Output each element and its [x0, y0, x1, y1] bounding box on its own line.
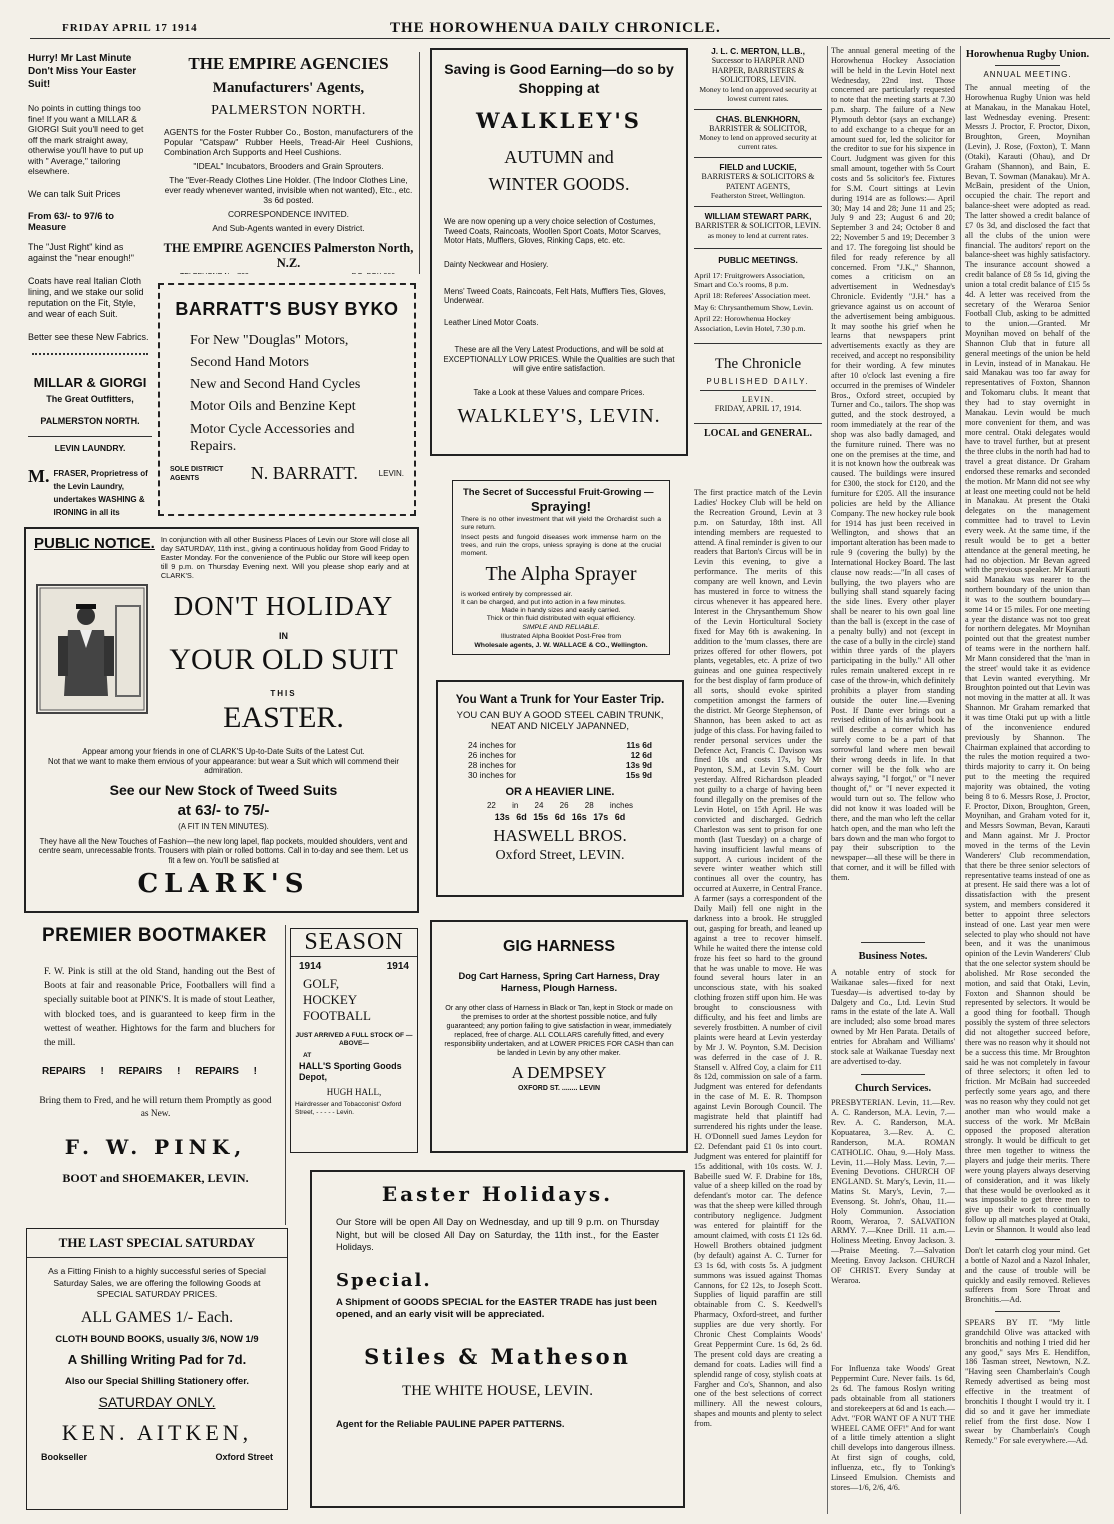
walkley-p1: We are now opening up a very choice selection of Costumes, Tweed Coats, Raincoats, Woollen Sport Coats, Motor Scarves, Motor Hats, Mufflers, Gloves, Rinking Caps, etc. etc.	[444, 217, 661, 246]
hockey-news: The annual general meeting of the Horowhenua Hockey Association will be held in the Levin Hotel next Wednesday, 22nd inst. Those concerned are particularly requested to note that the meeting starts at 7.30 p.m. sharp. The failure of a New Plymouth debtor (says an exchange) to add exchange to a cheque for an amount sued for, led the solicitor for the creditor to sue for his sixpence in Court. Judgment was given for this small amount, together with 5s Court costs and 5s solicitor's fee. Fixtures for S.M. Court sittings at Levin during 1914 are as follows:— April 30; May 14 and 28; June 11 and 25; July 9 and 23; August 6 and 20; September 3 and 24; October 8 and 22; November 5 and 19; December 3 and 17. The foregoing list should be filed for ready reference by all concerned. From "J.K.," Shannon, comes a criticism on an advertisement in Wednesday's Chronicle. Evidently "J.H." has a grievance against us on account of the advertisement being ambiguous. It may soothe his grief when he learns that newspapers print advertisements exactly as they are received, and accept no responsibility for their wording. A few minutes after 10 o'clock last evening a fire occurred in the premises of Windeler Bros., Oxford street, occupied by Turner and Co., tailors. The shop was gutted, and the stock destroyed, a room immediately at the rear of the shop was also badly damaged, and the furniture ruined. There was no one on the premises at the time, and it is not known how the outbreak was caused. The buildings were insured for £300, the stock for £120, and the furniture for £205. All the insurance policies are held by the Alliance Company. The new hockey rule book for 1914 has just been received in Wellington, and shows that an important alteration has been made to rule 9 (covering the bully) by the International Hockey Board. The last clause now reads:—"In all cases of bullying, the two players who are bullying shall stand squarely facing the side lines. Every other player shall be nearer to his own goal line than the ball is (except in the case of a penalty bully) and not (except in the case of a bully in the circle) stand within three yards of the players participating in the bully." All other rules remain unaltered except in re case of the throw-in, which definitely prohibits a player from standing outside the outer line.—Evening Post. If Dante ever brings out a revised edition of his awful book he will describe a corner which has surely come to be a part of that sorrowful land where men bewail their wrong deeds in life. In that corner will be the folk who are always saying, "I forgot," or "I never thought of," or "I never expected it would turn out so. The fellow who did not know it was loaded will be there, and the man who left the cellar hatch open, and the man who left the bars down and the man who forgot to pay their subscription to the newspaper—all these will be there in that corner, and it will be filled with them.	[831, 46, 955, 882]
hall-name: HUGH HALL,	[326, 1087, 382, 1097]
clarks-h4: See our New Stock of Tweed Suits	[109, 781, 338, 798]
clarks-title: PUBLIC NOTICE.	[34, 535, 155, 552]
laundry-ad	[28, 467, 152, 523]
haswell-price-row	[468, 770, 652, 780]
hall-football: FOOTBALL	[303, 1008, 371, 1023]
millar-p6: Better see these New Fabrics.	[28, 331, 149, 342]
meeting-item: April 22: Horowhenua Hockey Association, Levin Hotel, 7.30 p.m.	[694, 314, 806, 333]
aitken-p1: As a Fitting Finish to a highly successful series of Special Saturday Sales, we are offering the following Goods at SPECIAL SATURDAY PRICES.	[48, 1266, 266, 1299]
haswell-price: 11s 6d	[626, 740, 652, 750]
clarks-fit: (A FIT IN TEN MINUTES).	[178, 821, 269, 831]
millar-town: PALMERSTON NORTH.	[40, 415, 140, 426]
walkley-winter: WINTER GOODS.	[488, 174, 630, 194]
legal-text: as money to lend at current rates.	[707, 230, 809, 240]
legal-text: Money to lend on approved security at current rates.	[699, 133, 817, 151]
hall-depot: HALL'S Sporting Goods Depot,	[299, 1061, 402, 1082]
pink-repairs: REPAIRS ! REPAIRS ! REPAIRS !	[42, 1066, 258, 1078]
clarks-price: at 63/- to 75/-	[177, 801, 270, 819]
alpha-p6: Thick or thin fluid distributed with equal efficiency.	[486, 615, 636, 622]
barratt-l1: For New "Douglas" Motors,	[190, 333, 349, 348]
stiles-h1: Easter Holidays.	[381, 1182, 614, 1206]
chronicle-pub: PUBLISHED DAILY.	[706, 376, 810, 386]
legal-name: WILLIAM STEWART PARK,	[704, 211, 812, 221]
meeting-list	[694, 271, 822, 333]
haswell-price-row	[468, 750, 652, 760]
walkley-p3: Mens' Tweed Coats, Raincoats, Felt Hats, Mufflers Ties, Gloves, Underwear.	[444, 286, 666, 306]
pink-foot: BOOT and SHOEMAKER, LEVIN.	[62, 1171, 249, 1186]
local-title: LOCAL and GENERAL.	[703, 427, 813, 439]
laundry-title: LEVIN LAUNDRY.	[54, 442, 126, 453]
meetings-title: PUBLIC MEETINGS.	[718, 254, 798, 265]
masthead	[0, 0, 1114, 44]
pink-p1: F. W. Pink is still at the old Stand, handing out the Best of Boots at fair and reasonable Price, Footballers will find a specially suitable boot at PINK'S. It is made of stout Leather, with blocked toes, and is guaranteed to keep firm in the wettest of weather. Hightows for the farm and bluchers for the mill.	[44, 967, 275, 1049]
haswell-price-row	[468, 740, 652, 750]
millar-p5: Coats have real Italian Cloth lining, and we stake our solid reputation on the Fit, Style, and wear of each Suit.	[28, 275, 144, 319]
clarks-h1: DON'T HOLIDAY	[173, 591, 394, 621]
barratt-l3: New and Second Hand Cycles	[190, 377, 361, 392]
pink-title: PREMIER BOOTMAKER	[42, 925, 267, 946]
business-news: A notable entry of stock for Waikanae sales—fixed for next Tuesday—is advertised to-day by Dalgety and Co., Ltd. Levin Stud rams in the estate of the late A. Wall are included; also some broad mares owned by Mr Hen Parata. Details of entries for Abraham and Williams' stock sale at Waikanae Tuesday next are advertised to-day.	[831, 968, 955, 1066]
alpha-name: The Alpha Sprayer	[485, 563, 637, 585]
barratt-agent: SOLE DISTRICT AGENTS	[170, 465, 224, 482]
hall-hockey: HOCKEY	[303, 992, 358, 1007]
millar-p4: The "Just Right" kind as against the "near enough!"	[28, 241, 134, 263]
aitken-ad	[26, 1228, 288, 1510]
hall-arrived: JUST ARRIVED A FULL STOCK OF —ABOVE—	[295, 1032, 413, 1047]
walkley-name: WALKLEY'S	[476, 108, 642, 133]
chronicle-date: FRIDAY, APRIL 17, 1914.	[714, 403, 802, 413]
barratt-l2: Second Hand Motors	[190, 355, 309, 370]
aitken-title: THE LAST SPECIAL SATURDAY	[27, 1235, 287, 1258]
empire-sub2: PALMERSTON NORTH.	[211, 103, 366, 118]
aitken-l1: ALL GAMES 1/- Each.	[80, 1308, 234, 1326]
church-title: Church Services.	[854, 1083, 932, 1095]
empire-p2: "IDEAL" Incubators, Brooders and Grain Sprouters.	[193, 161, 384, 171]
haswell-addr: Oxford Street, LEVIN.	[495, 848, 625, 863]
alpha-p4: It can be charged, and put into action in a few minutes.	[461, 599, 626, 606]
chronicle-town: LEVIN.	[742, 394, 774, 404]
millar-name: MILLAR & GIORGI	[33, 374, 147, 390]
chronicle-title: The Chronicle	[714, 355, 802, 372]
dempsey-sub: Dog Cart Harness, Spring Cart Harness, Dray Harness, Plough Harness.	[458, 970, 660, 993]
millar-dont: Don't Miss Your Easter Suit!	[28, 66, 137, 90]
legal-notice	[694, 109, 822, 152]
masthead-date: FRIDAY APRIL 17 1914	[62, 22, 198, 34]
hall-y2: 1914	[386, 961, 409, 972]
dempsey-title: GIG HARNESS	[502, 938, 615, 955]
millar-great: The Great Outfitters,	[46, 393, 134, 404]
haswell-name: HASWELL BROS.	[493, 826, 627, 845]
walkley-tag: Saving is Good Earning—do so by Shopping at	[444, 61, 674, 96]
millar-p3: From 63/- to 97/6 to Measure	[28, 209, 114, 232]
empire-sub1: Manufacturers' Agents,	[212, 80, 365, 96]
hall-ad	[290, 928, 418, 1153]
aitken-l2: CLOTH BOUND BOOKS, usually 3/6, NOW 1/9	[55, 1332, 259, 1344]
peppermint-news: For Influenza take Woods' Great Peppermint Cure. Never fails. 1s 6d, 2s 6d. The famous Roslyn writing pads obtainable from all stationers and storekeepers at 6d and 1s each.—Advt. "FOR WANT OF A NUT THE WHEEL CAME OFF!" And for want of a little timely attention a slight chill develops into dangerous illness. At first sign of coughs, cold, influenza, etc., fly to Tonking's Linseed Emulsion. Chemists and stores—1/6, 2/6, 4/6.	[831, 1364, 955, 1492]
haswell-price: 12 6d	[630, 750, 652, 760]
meeting-item: April 17: Fruitgrowers Association, Smart and Co.'s rooms, 8 p.m.	[694, 270, 805, 289]
alpha-h1: The Secret of Successful Fruit-Growing —	[463, 487, 654, 498]
clarks-intro: In conjunction with all other Business Places of Levin our Store will close all day SATURDAY, 11th inst., giving a continuous holiday from Good Friday to Easter Monday. For the convenience of the Public our Store will keep open till 9 p.m. on Thursday Evening next. Will you please shop early and at CLARK'S.	[160, 535, 409, 580]
alpha-p9: Wholesale agents, J. W. WALLACE & CO., Wellington.	[474, 642, 648, 649]
walkley-foot: WALKLEY'S, LEVIN.	[457, 404, 661, 427]
barratt-ad	[158, 283, 416, 516]
stiles-house: THE WHITE HOUSE, LEVIN.	[402, 1383, 593, 1400]
pink-ad	[26, 925, 286, 1225]
legal-title: BARRISTERS & SOLICITORS & PATENT AGENTS,	[701, 172, 815, 191]
walkley-p2: Dainty Neckwear and Hosiery.	[444, 259, 549, 269]
business-title: Business Notes.	[858, 951, 928, 962]
aitken-name: KEN. AITKEN,	[61, 1419, 253, 1445]
hall-golf: GOLF,	[303, 976, 340, 991]
alpha-p7: SIMPLE AND RELIABLE.	[522, 624, 600, 631]
barratt-l5: Motor Cycle Accessories and Repairs.	[190, 422, 355, 454]
rugby-column	[960, 46, 1090, 1514]
haswell-sub: YOU CAN BUY A GOOD STEEL CABIN TRUNK, NEAT AND NICELY JAPANNED,	[456, 710, 664, 732]
news-column-b	[827, 46, 955, 1514]
haswell-size: 30 inches for	[468, 770, 516, 780]
empire-p1: AGENTS for the Foster Rubber Co., Boston, manufacturers of the Popular "Catspaw" Rubber Heels, Tread-Air Heel Cushions, Combination Arch Supports and Heel Cushions.	[164, 127, 413, 157]
haswell-price: 13s 9d	[625, 760, 652, 770]
barratt-name: N. BARRATT.	[250, 463, 358, 483]
haswell-size: 26 inches for	[468, 750, 516, 760]
stiles-h2: Special.	[336, 1269, 432, 1291]
haswell-ad	[436, 680, 684, 897]
stiles-p2: A Shipment of GOODS SPECIAL for the EASTER TRADE has just been opened, and an early visit will be appreciated.	[336, 1296, 657, 1321]
dempsey-addr: OXFORD ST. ........ LEVIN	[517, 1085, 601, 1093]
laundry-text: FRASER, Proprietress of the Levin Laundry, undertakes WASHING & IRONING in all its	[53, 468, 148, 517]
alpha-h2: Spraying!	[531, 499, 591, 514]
dempsey-p1: Or any other class of Harness in Black or Tan, kept in Stock or made on the premises to order at the shortest possible notice, and fully guaranteed; any portion failing to give satisfaction in wear, immediately replaced, free of charge. ALL COLLARS carefully fitted, and every responsibility undertaken, and at LOWER PRICES FOR CASH than can be landed in Levin by any other maker.	[444, 1003, 674, 1057]
haswell-title: You Want a Trunk for Your Easter Trip.	[455, 694, 665, 706]
walkley-p6: Take a Look at these Values and compare Prices.	[473, 387, 645, 397]
millar-ad	[28, 52, 152, 522]
haswell-size: 24 inches for	[468, 740, 516, 750]
pink-p2: Bring them to Fred, and he will return them Promptly as good as New.	[39, 1096, 272, 1120]
haswell-price: 15s 9d	[625, 770, 652, 780]
legal-column	[694, 46, 822, 506]
walkley-autumn: AUTUMN and	[504, 147, 614, 167]
local-news: The first practice match of the Levin Ladies' Hockey Club will be held on the Recreation Ground, Levin at 3 p.m. on Saturday, 18th inst. All intending members are requested to attend. A final reminder is given to our readers that Barton's Circus will be in Levin this evening, to give a performance. The merits of this company are well known, and Levin has mustered in force to witness the circus whenever it has appeared here. Interest in the Chrysanthemum Show of the Levin Horticultural Society fixed for May 6th is awakening. In addition to the 'mum classes, there are prizes offered for other flowers, pot plants, vegetables, etc. A prize of two guineas and one guinea respectively for the best display of farm produce of all sorts, should evoke spirited competition amongst the farmers of the district. Mr George Stephenson, of Shannon, has been asked to act as judge of this class. For having failed to render personal services under the Defence Act, Francis C. Davison was fined 10s and costs 17s, by Mr Poynton, S.M., at Levin S.M. Court yesterday. Alfred Richardson pleaded not guilty to a charge of having been found illegally on the premises of the Levin Hotel, on 15th April. He was convicted and discharged. Gedrich Charleston was sent to prison for one month (last Tuesday) on a charge of having insufficient lawful means of support. A curious incident of the severe winter weather which still continues all over the country, has occurred at Auxerre, in Central France. A farmer (says a correspondent of the Daily Mail) fell one night in the darkness into a brook. He struggled out, gasping for breath, and leaned up against a tree to recover himself. While he waited there the intense cold froze his feet so hard to the ground that he was unable to move. He was found several hours later in an unconscious state, with his soaked clothing frozen stiff upon him. He was brought to consciousness with difficulty, and his feet and limbs are severely frostbitten. A number of civil plaints were heard at Levin yesterday by Mr J. W. Poynton, S.M. Decision was deferred in the case of J. R. Stansell v. Alfred Coy, a claim for £11 8s 12d, commission on sale of a farm. Judgment was entered for defendants in the case of M. E. R. Thompson against Levin Borough Council. The magistrate held that plaintiff had surrendered his rights under the lease. H. O'Donnell sued James Leydon for £2. Defendant paid £1 0s into court. Judgment was entered for plaintiff for 15s additional, with 10s costs. W. J. Babeille sued W. F. Drabine for 18s, value of a sheep killed on the road by defendant's motor car. The defence was that the sheep were killed through contributory negligence. Judgment was entered for plaintiff for the amount claimed, with costs £1 12s 6d. Howell Brothers obtained judgment (by default) against A. C. Turner for £3 1s 6d, with costs 5s. A judgment summons was issued against Thomas Cannons, for £2 12s, to Joseph Scott. Supplies of liquid paraffin are still obtainable from C. S. Keedwell's Pharmacy, Oxford-street, and further supplies are due very shortly. For Chronic Chest Complaints Woods' Great Peppermint Cure. 1s 6d, 2s 6d. The present cold days are creating a demand for coats. Ladies will find a splendid range of cosy, stylish coats at Fargher and Co's, Shannon, and also one of the best selections of correct millinery. All the newest colours, shapes and mounts and plenty to select from.	[694, 488, 822, 1429]
legal-list	[694, 46, 822, 240]
walkley-ad	[430, 48, 688, 456]
stiles-p1: Our Store will be open All Day on Wednesday, and up till 9 p.m. on Thursday Night, but will be closed All Day on Saturday, the 11th inst., for the Easter Holidays.	[336, 1217, 659, 1252]
clarks-p1: Appear among your friends in one of CLARK'S Up-to-Date Suits of the Latest Cut.	[82, 747, 365, 756]
clarks-name: CLARK'S	[137, 869, 310, 899]
masthead-title: THE HOROWHENUA DAILY CHRONICLE.	[390, 20, 721, 36]
legal-name: J. L. C. MERTON, LL.B.,	[711, 46, 805, 56]
millar-hurry: Hurry! Mr Last Minute	[28, 53, 132, 64]
empire-p4: CORRESPONDENCE INVITED.	[228, 209, 349, 219]
legal-notice	[694, 206, 822, 240]
empire-box	[352, 273, 397, 274]
cold-advert: Don't let catarrh clog your mind. Get a bottle of Nazol and a Nazol Inhaler, and the cause of trouble will be quickly and easily removed. Relieves sufferers from Sore Throat and Bronchitis.—Ad.	[965, 1246, 1090, 1305]
rugby-news: The annual meeting of the Horowhenua Rugby Union was held at Manakau, in the Manakau Hotel, last Wednesday evening. Present: Messrs J. Proctor, F. Proctor, Dixon, Broughton, Green, Moynihan (Levin), J. Rose, (Foxton), T. Mann (Otaki), Karauti (Ohau), and Dr Graham (Shannon), and Bain, E. Bevan, T. Sowman (Manakau). Mr A. McBain, president of the Union, occupied the chair. The report and balance-sheet were adopted as read. The latter showed a credit balance of £7 0s 3d, and disclosed the fact that all the clubs of the union were financial. The auditors' report on the balance-sheet was highly satisfactory. The insurance account showed a credit balance of £8 5s 1d, giving the union a total credit balance of £15 5s 4d. A letter was received from the secretary of the Weraroa Senior Football Club, asking to be admitted to the union.—Granted. Mr Moynihan moved on behalf of the Shannon Club that in future all general meetings of the union be held in Levin, instead of in Manakau. He said Manakau was too far away for representatives of Foxton, Shannon and Tokomaru clubs. It meant that they had to stay overnight in Manakau. Levin would be much more convenient for them, and was more central. Otaki delegates would have to travel further, but at present the three clubs in the north had had to travel a great distance. Dr Graham endorsed these remarks and seconded the motion. Mr Mann did not see why at least one meeting could not be held in Manakau. At present the Otaki delegates on the management committee had to travel to Levin every week. At the same time, if the result would be to get a better attendance at the general meeting, he had no objection. Mr Bevan agreed with the previous speaker. Mr Karauti said Manakau was nearer to the northern boundary of the union than it was to the southern boundary—some 14 or 15 miles. For one meeting a year the distance was not too great for northern delegates. Mr Moynihan pointed out that the greatest number of teams were in the northern half. Mr Mann considered that the 'man in the street' would take it as evidence that Levin wanted everything. Mr Broughton pointed out that Levin was not moving in the matter at all. It was Shannon. Mr Graham remarked that it was time Otaki put up with a little of the inconvenience endured previously by Shannon. The Chairman explained that according to the rules the motion required a two-thirds majority to carry it. On being put to the meeting the required majority was obtained, the voting being 8 to 6. Messrs Rose, J. Proctor, F. Proctor, Dixon, Broughton, Green, Moynihan, and Graham voted for it, and Messrs Sowman, Bevan, Karauti and Mann against. Mr J. Proctor moved in the terms of the Levin Wanderers' Club recommendation, that there be three senior selectors of representative teams instead of one as at present. He said there was a lot of dissatisfaction with the present system, and members considered it better to appoint three selectors instead of one. Last year men were selected to play who should not have been, and it was the unanimous opinion of the Levin Wanderers' Club that the one selector system should be abolished. Mr Rose seconded the motion, and said that Otaki, Levin, Foxton and Shannon should be represented by selectors. It would be a good thing for football. Though possibly the system of three selectors did not altogether succeed before, there was no reason why it should not be a success this time. Mr Broughton said he was not completely in favour of three selectors; it often led to friction. Mr McBain had succeeded perfectly some years ago, and there was no reason why they could not get another man who would make a success of the work. Mr McBain opposed the proposed alteration strongly. It would be difficult to get three men together to witness the players and judge their merits. There were young players always deserving of consideration, and it was likely that these would be overlooked as it was impossible to get three men to give up their work to continually follow up all matches played at Otaki, Levin or Shannon. It would also lead	[965, 83, 1090, 1233]
haswell-prices: 13s 6d 15s 6d 16s 17s 6d	[494, 812, 626, 822]
millar-p2: We can talk Suit Prices	[28, 188, 121, 199]
empire-tel	[180, 273, 251, 274]
clarks-ad	[24, 527, 419, 913]
dempsey-ad	[430, 920, 688, 1153]
legal-text: Money to lend on approved security at lowest current rates.	[699, 84, 817, 103]
barratt-title: BARRATT'S BUSY BYKO	[175, 299, 399, 319]
clarks-in: IN	[279, 631, 288, 641]
legal-text: Featherston Street, Wellington.	[710, 191, 806, 200]
legal-title: Successor to HARPER AND HARPER, BARRISTERS & SOLICITORS, LEVIN.	[711, 56, 805, 84]
laundry-initial: M.	[28, 465, 50, 486]
haswell-sizes: 22 in 24 26 28 inches	[486, 801, 634, 810]
alpha-p3: is worked entirely by compressed air.	[461, 591, 573, 598]
alpha-p8: Illustrated Alpha Booklet Post-Free from	[500, 633, 622, 640]
empire-p5: And Sub-Agents wanted in every District.	[212, 223, 365, 233]
alpha-ad	[452, 480, 670, 655]
legal-title: BARRISTER & SOLICITOR, LEVIN.	[695, 221, 821, 230]
empire-foot: THE EMPIRE AGENCIES Palmerston North, N.Z.	[163, 241, 414, 270]
haswell-heavier: OR A HEAVIER LINE.	[505, 786, 615, 798]
rugby-title: Horowhenua Rugby Union.	[965, 49, 1090, 60]
clarks-this: THIS	[270, 689, 297, 698]
meeting-item: May 6: Chrysanthemum Show, Levin.	[694, 302, 814, 312]
walkley-p4: Leather Lined Motor Coats.	[444, 317, 539, 327]
hall-trade: Hairdresser and Tobacconist' Oxford Street, - - - - - Levin.	[295, 1101, 402, 1116]
barratt-l4: Motor Oils and Benzine Kept	[190, 399, 356, 414]
millar-p1: No points in cutting things too fine! If you want a MILLAR & GIORGI Suit you'll need to get off the mark straight away, otherwise you'll have to put up with " Average," tailoring elsewhere.	[28, 103, 144, 176]
legal-notice	[694, 157, 822, 200]
empire-ad	[158, 52, 420, 274]
empire-p3: The "Ever-Ready Clothes Line Holder. (The Indoor Clothes Line, ever ready whenever wanted, invisible when not wanted), Etc., etc. 3s 6d posted.	[164, 175, 413, 205]
haswell-size: 28 inches for	[468, 760, 516, 770]
clarks-h3: EASTER.	[223, 701, 344, 734]
hall-title: SEASON	[291, 929, 417, 957]
aitken-book: Bookseller	[41, 1451, 88, 1462]
clarks-p3: They have all the New Touches of Fashion—the new long lapel, flap pockets, moulded shoulders, vent and centre seam, unrecessable fronts. Trousers with plain or rolled bottoms. Call in to-day and see them. Let us fit a few on. You'll be satisfied at	[38, 836, 409, 865]
stiles-agent: Agent for the Reliable PAULINE PAPER PATTERNS.	[336, 1418, 565, 1430]
suit-illustration	[36, 584, 148, 714]
pink-name: F. W. PINK,	[64, 1135, 247, 1160]
barratt-town: LEVIN.	[378, 469, 404, 478]
aitken-l3: A Shilling Writing Pad for 7d.	[67, 1351, 247, 1367]
alpha-p2: Insect pests and fungoid diseases work immense harm on the trees, and ruin the crops, unless spraying is done at the crucial moment.	[461, 534, 661, 557]
haswell-price-row	[468, 760, 652, 770]
aitken-l4: Also our Special Shilling Stationery offer.	[65, 1374, 249, 1386]
aitken-l5: SATURDAY ONLY.	[98, 1393, 216, 1410]
legal-name: CHAS. BLENKHORN,	[715, 113, 801, 124]
stiles-name: Stiles & Matheson	[364, 1344, 631, 1370]
aitken-st: Oxford Street	[215, 1451, 273, 1462]
hall-at: AT	[303, 1052, 312, 1059]
spears-advert: SPEARS BY IT. "My little grandchild Olive was attacked with bronchitis and nothing I tried did her any good," says Mrs E. Hendiffon, 186 Tasman street, Newtown, N.Z. "Having seen Chamberlain's Cough Remedy advertised as being most effective in the treatment of bronchitis I thought I would try it. I did so and it gave her immediate relief from the first dose. Now I swear by Chamberlain's Cough Remedy." For sale everywhere.—Ad.	[965, 1318, 1090, 1446]
clarks-h2: YOUR OLD SUIT	[169, 643, 398, 676]
alpha-p5: Made in handy sizes and easily carried.	[501, 607, 621, 614]
legal-notice	[694, 46, 822, 103]
dempsey-name: A DEMPSEY	[511, 1063, 607, 1083]
empire-title: THE EMPIRE AGENCIES	[188, 54, 389, 73]
legal-name: FIELD and LUCKIE,	[719, 162, 797, 172]
haswell-price-list	[468, 740, 652, 780]
legal-title: BARRISTER & SOLICITOR,	[709, 123, 807, 133]
meeting-item: April 18: Referees' Association meet.	[694, 291, 811, 301]
walkley-p5: These are all the Very Latest Productions, and will be sold at EXCEPTIONALLY LOW PRICES. While the Qualities are such that will give entire satisfaction.	[443, 344, 675, 374]
church-news: PRESBYTERIAN. Levin, 11.—Rev. A. C. Randerson, M.A. Levin, 7.—Rev. A. C. Randerson, M.A. Kopuatarea, 3.—Rev. A. C. Randerson, M.A. ROMAN CATHOLIC. Ohau, 9.—Holy Mass. Levin, 11.—Holy Mass. Levin, 7.—Evening Devotions. CHURCH OF ENGLAND. St. Mary's, Levin, 11.—Matins St. Mary's, Levin, 7.—Evensong. St. John's, Ohau, 11.—Holy Communion. Association Room, Weraroa, 7. SALVATION ARMY. 7.—Knee Drill. 11 a.m.—Holiness Meeting. Envoy Jackson. 3.—Praise Meeting. 7.—Salvation Meeting. Envoy Jackson. CHURCH OF CHRIST. Every Sunday at Weraroa.	[831, 1098, 955, 1285]
hall-y1: 1914	[299, 961, 322, 972]
rugby-sub: ANNUAL MEETING.	[983, 70, 1072, 79]
clarks-p2: Not that we want to make them envious of your appearance: but wear a Suit which will commend their admiration.	[47, 756, 400, 775]
stiles-ad	[310, 1170, 685, 1508]
alpha-p1: There is no other investment that will yield the Orchardist such a sure return.	[461, 516, 661, 531]
masthead-rule	[30, 38, 1110, 39]
millar-ornament	[32, 353, 148, 361]
